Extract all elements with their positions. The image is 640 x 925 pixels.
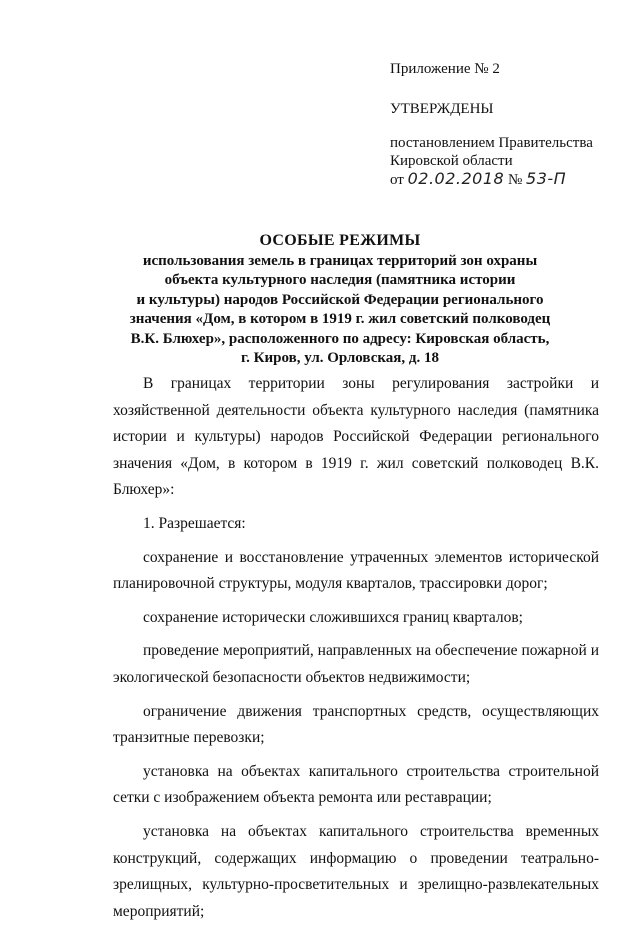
document-body [113, 371, 599, 925]
handwritten-number: 53-П [526, 169, 567, 188]
allowed-paragraph-5: установка на объектах капитального строительства строительной сетки с изображением объекта ремонта или реставрации; [113, 762, 599, 807]
title-line-1: использования земель в границах территорий зон охраны [142, 252, 538, 269]
title-line-6: г. Киров, ул. Орловская, д. 18 [241, 350, 439, 366]
annex-number: Приложение № 2 [390, 61, 500, 77]
date-prefix: от [390, 172, 404, 188]
allowed-paragraph-6: установка на объектах капитального строительства временных конструкций, содержащих информацию о проведении театрально-зрелищных, культурно-просветительных и зрелищно-развлекательных мероприятий; [113, 822, 599, 920]
decree-line-2: Кировской области [390, 153, 513, 169]
handwritten-date: 02.02.2018 [407, 169, 505, 188]
title-line-4: значения «Дом, в котором в 1919 г. жил советский полководец [129, 311, 551, 327]
title-line-3: и культуры) народов Российской Федерации регионального [136, 291, 544, 308]
number-sign: № [507, 172, 523, 188]
intro-paragraph: В границах территории зоны регулирования застройки и хозяйственной деятельности объекта культурного наследия (памятника истории и культуры) народов Российской Федерации регионального значения «Дом, в котором в 1919 г. жил советский полководец В.К. Блюхер»: [113, 375, 599, 499]
item-1-heading: 1. Разрешается: [143, 514, 246, 532]
document-title: ОСОБЫЕ РЕЖИМЫ [259, 232, 421, 249]
decree-reference [390, 134, 630, 189]
title-line-5: В.К. Блюхер», расположенного по адресу: Кировская область, [130, 330, 550, 347]
approval-header [390, 60, 630, 189]
title-line-2: объекта культурного наследия (памятника истории [164, 272, 516, 288]
allowed-paragraph-2: сохранение исторически сложившихся границ кварталов; [143, 608, 523, 626]
decree-date-line [390, 170, 630, 189]
allowed-paragraph-1: сохранение и восстановление утраченных элементов исторической планировочной структуры, модуля кварталов, трассировки дорог; [113, 548, 599, 593]
approved-label: УТВЕРЖДЕНЫ [390, 101, 494, 117]
document-title-block [0, 231, 640, 369]
allowed-paragraph-4: ограничение движения транспортных средств, осуществляющих транзитные перевозки; [113, 702, 599, 747]
allowed-paragraph-3: проведение мероприятий, направленных на обеспечение пожарной и экологической безопасности объектов недвижимости; [113, 642, 599, 686]
decree-line-1: постановлением Правительства [390, 135, 593, 151]
